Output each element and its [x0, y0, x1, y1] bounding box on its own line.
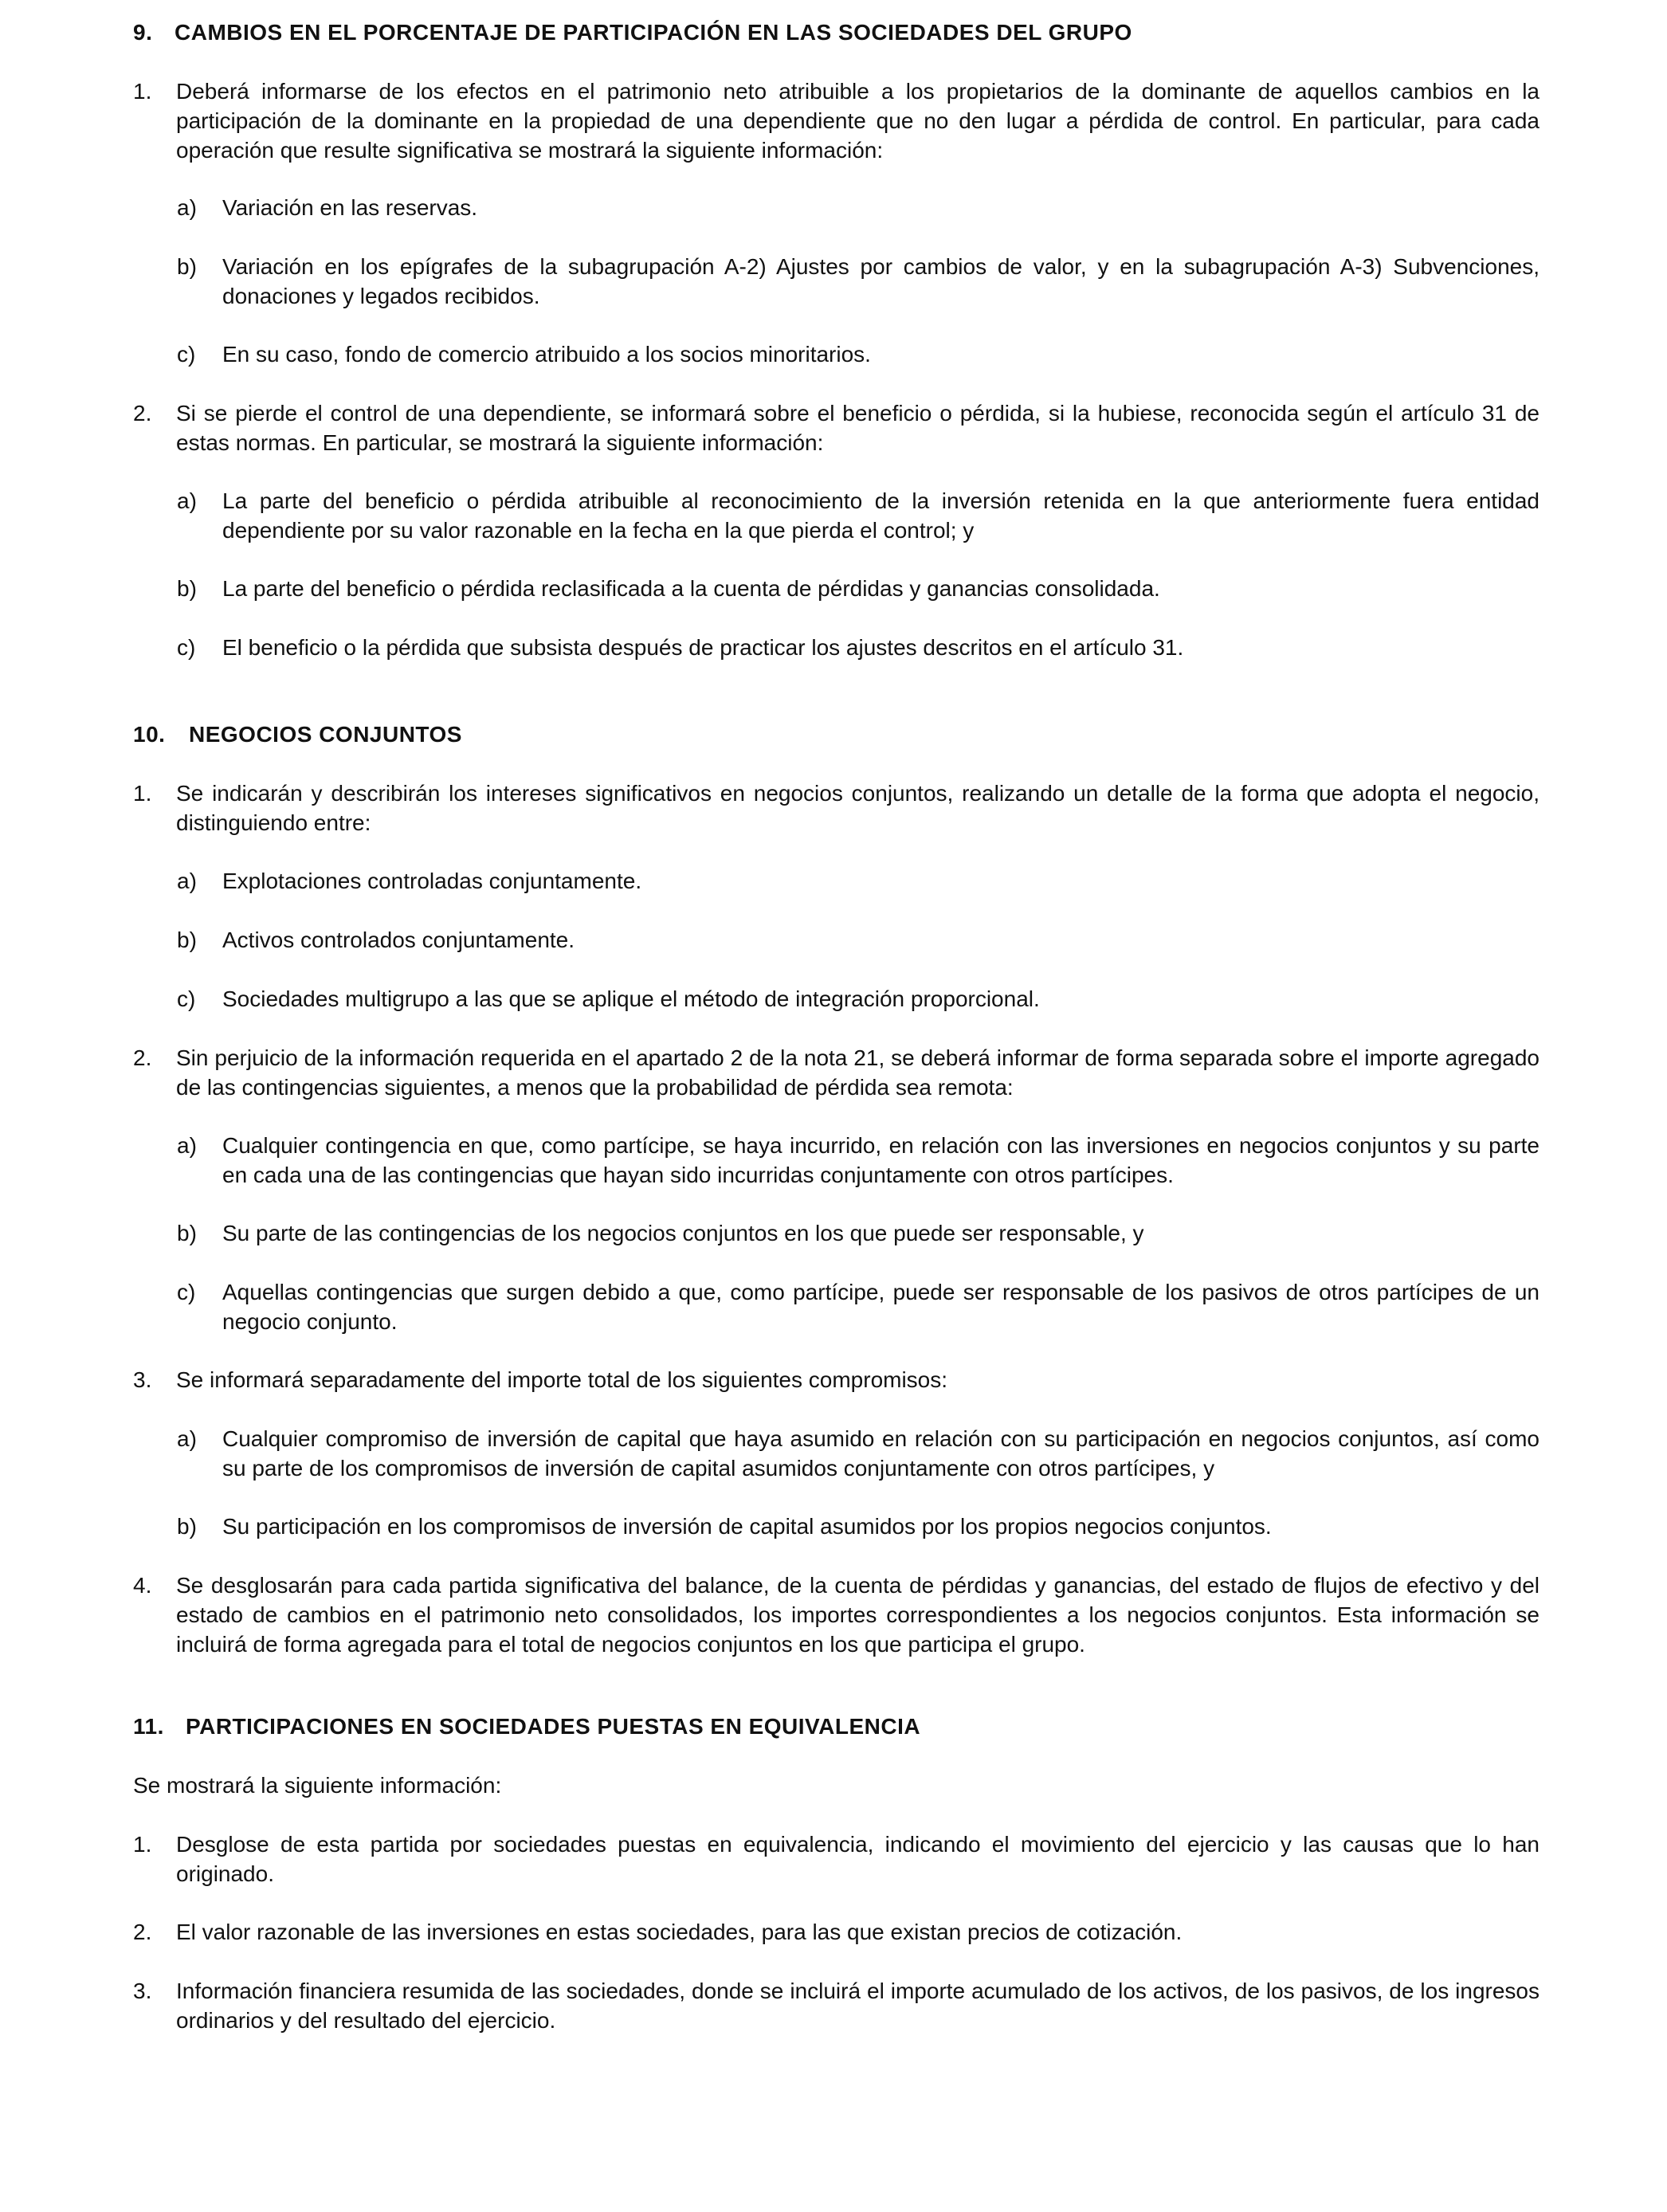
- item-marker: 1.: [133, 1832, 152, 1857]
- list-item: [133, 1830, 1540, 1888]
- sub-item: [133, 1277, 1540, 1336]
- list-item: [133, 1976, 1540, 2035]
- sub-item-marker: c): [177, 635, 196, 660]
- sub-item-text: Sociedades multigrupo a las que se aplique el método de integración proporcional.: [222, 986, 1040, 1011]
- sub-item: [133, 193, 1540, 222]
- sub-item: [133, 633, 1540, 662]
- item-text: Información financiera resumida de las sociedades, donde se incluirá el importe acumulado de los activos, de los pasivos, de los ingresos ordinarios y del resultado del ejercicio.: [176, 1979, 1540, 2033]
- sub-item-marker: b): [177, 928, 197, 952]
- sub-item: [133, 866, 1540, 896]
- sub-item-marker: b): [177, 254, 197, 279]
- sub-item: [133, 1424, 1540, 1483]
- section-title: NEGOCIOS CONJUNTOS: [189, 722, 462, 747]
- sub-item-marker: a): [177, 195, 197, 220]
- item-text: Se indicarán y describirán los intereses significativos en negocios conjuntos, realizando un detalle de la forma que adopta el negocio, distinguiendo entre:: [176, 781, 1540, 835]
- sub-item: [133, 252, 1540, 311]
- sub-item-text: Su parte de las contingencias de los negocios conjuntos en los que puede ser responsable, y: [222, 1221, 1144, 1245]
- sub-item: [133, 925, 1540, 955]
- sub-item-marker: c): [177, 986, 196, 1011]
- sub-item-marker: c): [177, 342, 196, 367]
- list-item: [133, 1043, 1540, 1102]
- sub-item-marker: a): [177, 1133, 197, 1158]
- sub-item-text: La parte del beneficio o pérdida reclasificada a la cuenta de pérdidas y ganancias consolidada.: [222, 576, 1160, 601]
- sub-item: [133, 984, 1540, 1014]
- item-marker: 2.: [133, 401, 152, 426]
- item-text: Desglose de esta partida por sociedades puestas en equivalencia, indicando el movimiento del ejercicio y las causas que lo han originado.: [176, 1832, 1540, 1886]
- item-text: Si se pierde el control de una dependiente, se informará sobre el beneficio o pérdida, si la hubiese, reconocida según el artículo 31 de estas normas. En particular, se mostrará la siguiente información:: [176, 401, 1540, 455]
- item-marker: 2.: [133, 1920, 152, 1944]
- section-number: 9.: [133, 20, 153, 45]
- list-item: [133, 1917, 1540, 1947]
- item-marker: 4.: [133, 1573, 152, 1598]
- section-11-heading: [133, 1712, 1540, 1742]
- item-text: Se informará separadamente del importe total de los siguientes compromisos:: [176, 1367, 948, 1392]
- item-marker: 1.: [133, 781, 152, 806]
- item-text: Deberá informarse de los efectos en el patrimonio neto atribuible a los propietarios de la dominante de aquellos cambios en la participación de la dominante en la propiedad de una dependiente que no den lugar a pérdida de control. En particular, para cada operación que resulte significativa se mostrará la siguiente información:: [176, 79, 1540, 163]
- sub-item: [133, 1218, 1540, 1248]
- item-marker: 3.: [133, 1979, 152, 2003]
- sub-item-marker: a): [177, 869, 197, 893]
- sub-item-marker: b): [177, 576, 197, 601]
- sub-item-text: La parte del beneficio o pérdida atribuible al reconocimiento de la inversión retenida en la que anteriormente fuera entidad dependiente por su valor razonable en la fecha en la que pierda el control; y: [222, 488, 1540, 543]
- section-9-heading: [133, 18, 1540, 48]
- sub-item-text: Activos controlados conjuntamente.: [222, 928, 575, 952]
- list-item: [133, 1365, 1540, 1394]
- sub-item: [133, 486, 1540, 545]
- section-number: 11.: [133, 1714, 164, 1739]
- sub-item: [133, 574, 1540, 603]
- item-text: Sin perjuicio de la información requerida en el apartado 2 de la nota 21, se deberá informar de forma separada sobre el importe agregado de las contingencias siguientes, a menos que la probabilidad de pérdida sea remota:: [176, 1045, 1540, 1100]
- sub-item-marker: c): [177, 1280, 196, 1304]
- sub-item-marker: b): [177, 1514, 197, 1539]
- sub-item-text: Su participación en los compromisos de inversión de capital asumidos por los propios negocios conjuntos.: [222, 1514, 1272, 1539]
- sub-item-text: Explotaciones controladas conjuntamente.: [222, 869, 642, 893]
- sub-item-marker: b): [177, 1221, 197, 1245]
- section-10-heading: [133, 720, 1540, 750]
- sub-item-marker: a): [177, 1426, 197, 1451]
- item-text: Se desglosarán para cada partida significativa del balance, de la cuenta de pérdidas y ganancias, del estado de flujos de efectivo y del estado de cambios en el patrimonio neto consolidados, los importes correspondientes a los negocios conjuntos. Esta información se incluirá de forma agregada para el total de negocios conjuntos en los que participa el grupo.: [176, 1573, 1540, 1657]
- intro-text: Se mostrará la siguiente información:: [133, 1773, 502, 1798]
- list-item: [133, 779, 1540, 837]
- sub-item-text: En su caso, fondo de comercio atribuido a los socios minoritarios.: [222, 342, 871, 367]
- sub-item: [133, 339, 1540, 369]
- list-item: [133, 1571, 1540, 1659]
- sub-item-text: El beneficio o la pérdida que subsista después de practicar los ajustes descritos en el artículo 31.: [222, 635, 1184, 660]
- section-title: CAMBIOS EN EL PORCENTAJE DE PARTICIPACIÓN EN LAS SOCIEDADES DEL GRUPO: [175, 20, 1132, 45]
- sub-item-marker: a): [177, 488, 197, 513]
- sub-item-text: Variación en los epígrafes de la subagrupación A-2) Ajustes por cambios de valor, y en la subagrupación A-3) Subvenciones, donaciones y legados recibidos.: [222, 254, 1540, 308]
- sub-item-text: Aquellas contingencias que surgen debido a que, como partícipe, puede ser responsable de los pasivos de otros partícipes de un negocio conjunto.: [222, 1280, 1540, 1334]
- item-marker: 3.: [133, 1367, 152, 1392]
- list-item: [133, 398, 1540, 457]
- sub-item-text: Cualquier contingencia en que, como partícipe, se haya incurrido, en relación con las inversiones en negocios conjuntos y su parte en cada una de las contingencias que hayan sido incurridas conjuntamente con otros partícipes.: [222, 1133, 1540, 1187]
- item-text: El valor razonable de las inversiones en estas sociedades, para las que existan precios de cotización.: [176, 1920, 1183, 1944]
- sub-item: [133, 1131, 1540, 1190]
- item-marker: 1.: [133, 79, 152, 104]
- sub-item: [133, 1512, 1540, 1541]
- section-number: 10.: [133, 722, 166, 747]
- section-intro: [133, 1771, 1540, 1800]
- item-marker: 2.: [133, 1045, 152, 1070]
- sub-item-text: Variación en las reservas.: [222, 195, 478, 220]
- section-title: PARTICIPACIONES EN SOCIEDADES PUESTAS EN EQUIVALENCIA: [186, 1714, 921, 1739]
- list-item: [133, 76, 1540, 165]
- sub-item-text: Cualquier compromiso de inversión de capital que haya asumido en relación con su participación en negocios conjuntos, así como su parte de los compromisos de inversión de capital asumidos conjuntamente con otros partícipes, y: [222, 1426, 1540, 1481]
